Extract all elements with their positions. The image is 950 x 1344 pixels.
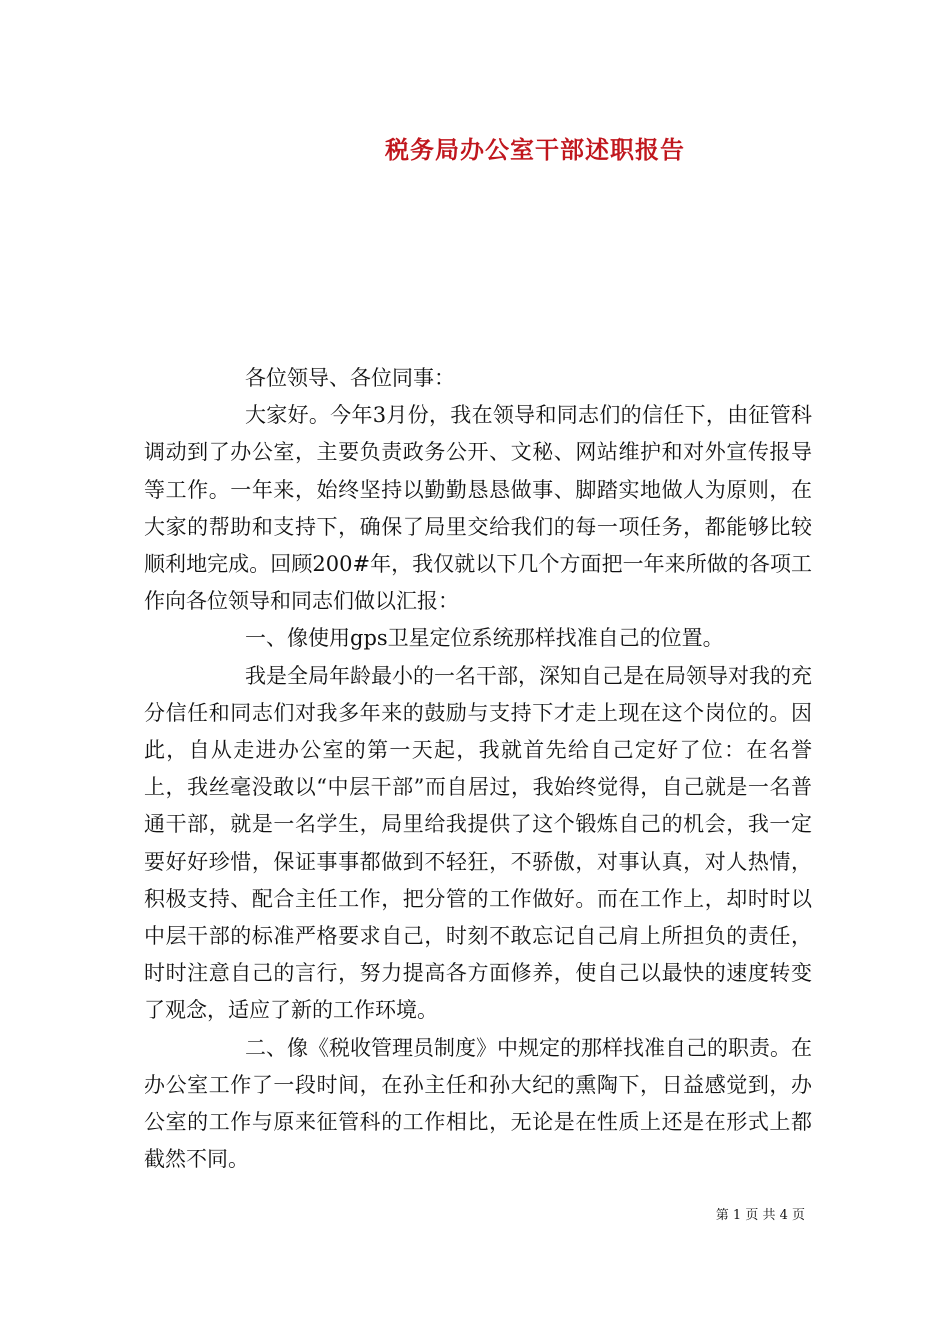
document-title: 税务局办公室干部述职报告 (385, 135, 685, 164)
section-heading-1: 一、像使用gps卫星定位系统那样找准自己的位置。 (245, 626, 724, 651)
paragraph-position: 我是全局年龄最小的一名干部，深知自己是在局领导对我的充分信任和同志们对我多年来的鼓励与支持下才走上现在这个岗位的。因此，自从走进办公室的第一天起，我就首先给自己定好了位：在名誉上，我丝毫没敢以“中层干部”而自居过，我始终觉得，自己就是一名普通干部，就是一名学生，局里给我提供了这个锻炼自己的机会，我一定要好好珍惜，保证事事都做到不轻狂，不骄傲，对事认真，对人热情，积极支持、配合主任工作，把分管的工作做好。而在工作上，却时时以中层干部的标准严格要求自己，时刻不敢忘记自己肩上所担负的责任，时时注意自己的言行，努力提高各方面修养，使自己以最快的速度转变了观念，适应了新的工作环境。 (144, 663, 812, 1023)
paragraph-intro: 大家好。今年3月份，我在领导和同志们的信任下，由征管科调动到了办公室，主要负责政务公开、文秘、网站维护和对外宣传报导等工作。一年来，始终坚持以勤勤恳恳做事、脚踏实地做人为原则，在大家的帮助和支持下，确保了局里交给我们的每一项任务，都能够比较顺利地完成。回顾200#年，我仅就以下几个方面把一年来所做的各项工作向各位领导和同志们做以汇报： (144, 403, 812, 614)
salutation: 各位领导、各位同事： (245, 366, 455, 390)
paragraph-duties: 二、像《税收管理员制度》中规定的那样找准自己的职责。在办公室工作了一段时间，在孙主任和孙大纪的熏陶下，日益感觉到，办公室的工作与原来征管科的工作相比，无论是在性质上还是在形式上都截然不同。 (144, 1035, 812, 1172)
document-body (144, 360, 812, 1178)
page-number-footer: 第 1 页 共 4 页 (715, 1208, 805, 1223)
